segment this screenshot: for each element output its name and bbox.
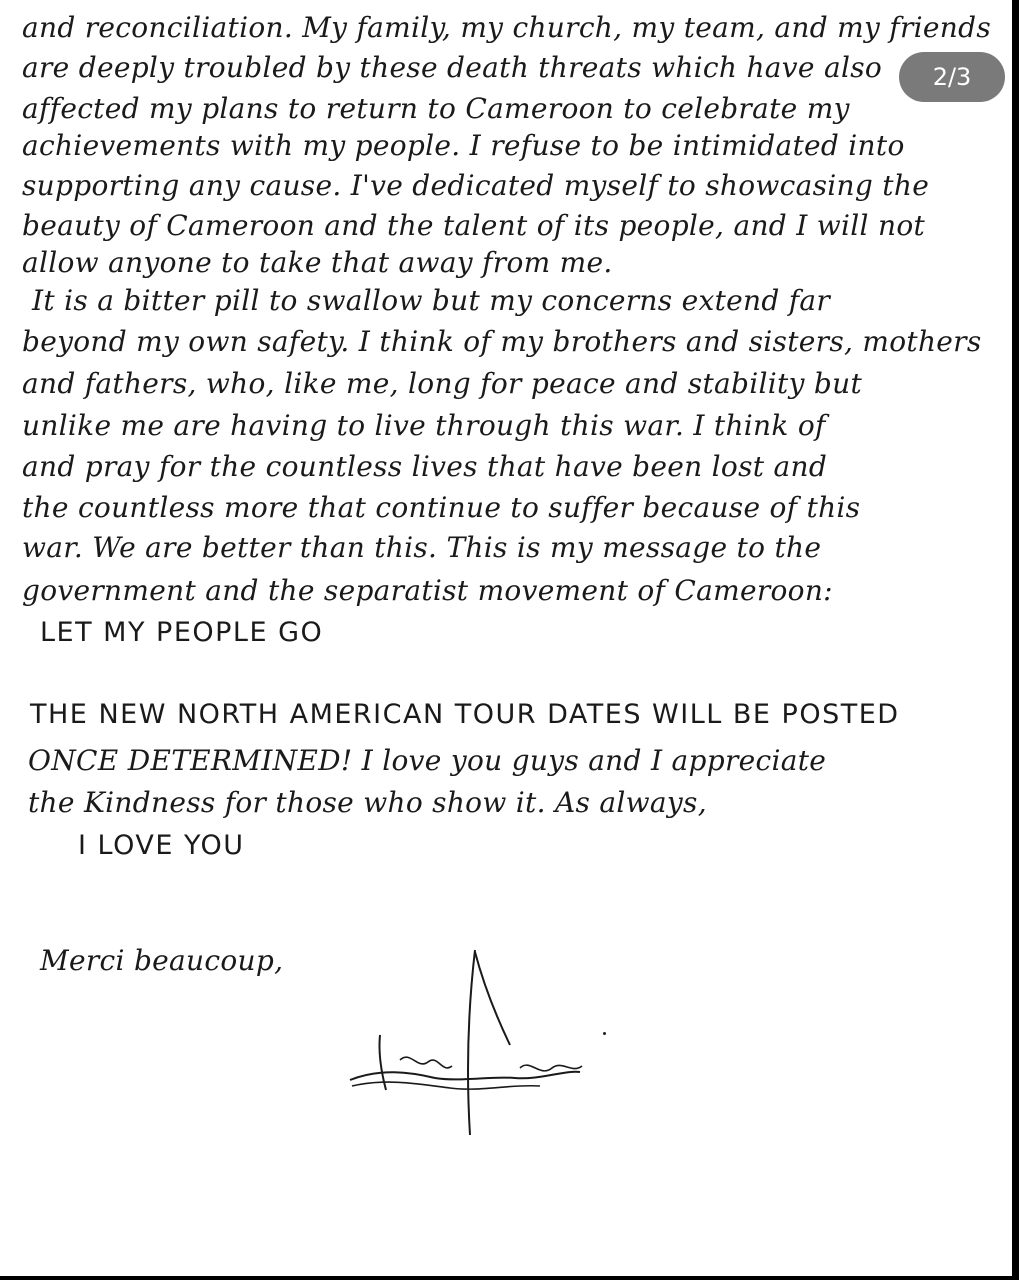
- letter-line-emphasis: LET MY PEOPLE GO: [40, 617, 324, 648]
- letter-line: are deeply troubled by these death threats which have also: [22, 51, 883, 84]
- letter-line: and fathers, who, like me, long for peace and stability but: [22, 367, 862, 400]
- letter-line: supporting any cause. I've dedicated myself to showcasing the: [22, 169, 930, 202]
- letter-line: affected my plans to return to Cameroon to celebrate my: [22, 92, 850, 125]
- letter-line: the countless more that continue to suffer because of this: [22, 491, 861, 524]
- letter-line: and reconciliation. My family, my church, my team, and my friends: [22, 11, 991, 44]
- letter-line: the Kindness for those who show it. As always,: [28, 786, 707, 819]
- letter-line: achievements with my people. I refuse to be intimidated into: [22, 129, 905, 162]
- letter-line: unlike me are having to live through this war. I think of: [22, 409, 826, 442]
- letter-line: It is a bitter pill to swallow but my concerns extend far: [32, 284, 831, 317]
- letter-line: and pray for the countless lives that have been lost and: [22, 450, 828, 483]
- letter-line-tour: THE NEW NORTH AMERICAN TOUR DATES WILL BE POSTED: [30, 699, 900, 730]
- letter-line: allow anyone to take that away from me.: [22, 246, 613, 279]
- letter-line: ONCE DETERMINED! I love you guys and I appreciate: [28, 744, 827, 777]
- letter-line: war. We are better than this. This is my message to the: [22, 531, 822, 564]
- letter-line: beauty of Cameroon and the talent of its people, and I will not: [22, 209, 926, 242]
- page-indicator-badge: 2/3: [899, 52, 1005, 102]
- letter-line: government and the separatist movement of Cameroon:: [22, 574, 833, 607]
- letter-closing: Merci beaucoup,: [40, 944, 284, 977]
- ink-speck: [603, 1032, 606, 1035]
- signature: [340, 950, 600, 1150]
- letter-line: beyond my own safety. I think of my brothers and sisters, mothers: [22, 325, 982, 358]
- letter-line-love: I LOVE YOU: [78, 830, 245, 861]
